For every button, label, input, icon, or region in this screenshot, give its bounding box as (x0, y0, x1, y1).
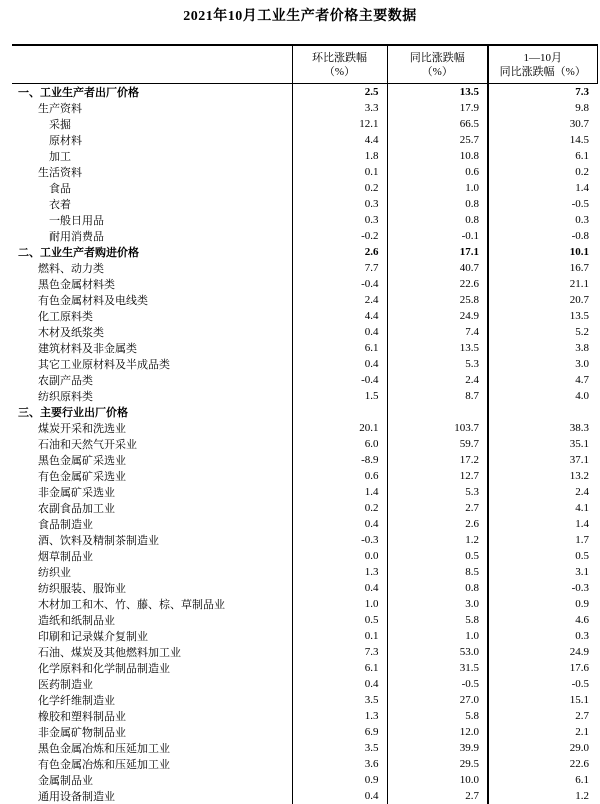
row-value-c3: 2.7 (488, 708, 597, 724)
row-value-c1: 6.0 (292, 436, 387, 452)
row-value-c2: 17.9 (387, 100, 488, 116)
row-label: 造纸和纸制品业 (12, 612, 292, 628)
row-value-c1: 3.3 (292, 100, 387, 116)
table-row (12, 644, 597, 660)
header-yoy-line2: （%） (422, 66, 453, 78)
row-value-c2: 29.5 (387, 756, 488, 772)
row-value-c3: 7.3 (488, 84, 597, 101)
row-value-c2: 12.7 (387, 468, 488, 484)
table-row (12, 276, 597, 292)
row-value-c3: 0.3 (488, 212, 597, 228)
row-value-c3: 9.8 (488, 100, 597, 116)
table-row (12, 292, 597, 308)
row-value-c3: -0.5 (488, 676, 597, 692)
row-value-c3: 22.6 (488, 756, 597, 772)
row-value-c3: 13.2 (488, 468, 597, 484)
table-row (12, 372, 597, 388)
row-value-c3: 4.1 (488, 500, 597, 516)
table-row (12, 356, 597, 372)
row-label: 橡胶和塑料制品业 (12, 708, 292, 724)
row-label: 一、工业生产者出厂价格 (12, 84, 292, 101)
row-value-c2: 5.3 (387, 356, 488, 372)
row-label: 燃料、动力类 (12, 260, 292, 276)
row-value-c2: 2.7 (387, 788, 488, 804)
row-value-c3: 0.5 (488, 548, 597, 564)
row-value-c1: 1.5 (292, 388, 387, 404)
row-label: 有色金属材料及电线类 (12, 292, 292, 308)
row-label: 通用设备制造业 (12, 788, 292, 804)
row-value-c2: 0.6 (387, 164, 488, 180)
table-row (12, 84, 597, 101)
row-label: 加工 (12, 148, 292, 164)
row-label: 非金属矿采选业 (12, 484, 292, 500)
row-value-c2: 7.4 (387, 324, 488, 340)
header-row-label-cell (12, 45, 292, 84)
row-label: 生产资料 (12, 100, 292, 116)
table-row (12, 548, 597, 564)
row-label: 石油、煤炭及其他燃料加工业 (12, 644, 292, 660)
row-value-c2 (387, 404, 488, 420)
table-row (12, 100, 597, 116)
row-label: 生活资料 (12, 164, 292, 180)
row-value-c3: 4.7 (488, 372, 597, 388)
header-ytd (488, 45, 597, 84)
row-value-c1: -8.9 (292, 452, 387, 468)
row-value-c1: 2.6 (292, 244, 387, 260)
row-value-c1: -0.4 (292, 372, 387, 388)
header-yoy (387, 45, 488, 84)
row-value-c2: 25.7 (387, 132, 488, 148)
row-label: 黑色金属冶炼和压延加工业 (12, 740, 292, 756)
row-value-c1: 0.1 (292, 164, 387, 180)
header-yoy-line1: 同比涨跌幅 (410, 52, 465, 64)
table-row (12, 660, 597, 676)
table-row (12, 148, 597, 164)
table-row (12, 116, 597, 132)
row-value-c2: 17.1 (387, 244, 488, 260)
row-label: 纺织业 (12, 564, 292, 580)
row-value-c2: 3.0 (387, 596, 488, 612)
header-mom-line2: （%） (324, 66, 355, 78)
row-label: 化学原料和化学制品制造业 (12, 660, 292, 676)
row-value-c1: 0.2 (292, 180, 387, 196)
table-row (12, 756, 597, 772)
row-value-c2: 5.3 (387, 484, 488, 500)
row-value-c1: 6.1 (292, 660, 387, 676)
table-row (12, 516, 597, 532)
page (0, 5, 600, 759)
table-row (12, 452, 597, 468)
row-value-c2: 10.8 (387, 148, 488, 164)
table-row (12, 212, 597, 228)
row-value-c2: 0.8 (387, 580, 488, 596)
row-value-c3: -0.5 (488, 196, 597, 212)
row-label: 其它工业原材料及半成品类 (12, 356, 292, 372)
row-value-c3 (488, 404, 597, 420)
row-label: 非金属矿物制品业 (12, 724, 292, 740)
table-row (12, 244, 597, 260)
table-header (12, 45, 597, 84)
row-value-c1: 1.4 (292, 484, 387, 500)
row-value-c2: 25.8 (387, 292, 488, 308)
row-value-c1: 1.0 (292, 596, 387, 612)
row-value-c1: 4.4 (292, 308, 387, 324)
row-value-c3: 2.4 (488, 484, 597, 500)
row-value-c3: 29.0 (488, 740, 597, 756)
row-value-c2: 5.8 (387, 612, 488, 628)
table-row (12, 484, 597, 500)
table-row (12, 500, 597, 516)
table-row (12, 180, 597, 196)
table-row (12, 788, 597, 804)
header-row (12, 45, 597, 84)
row-value-c1: 3.6 (292, 756, 387, 772)
row-value-c3: 24.9 (488, 644, 597, 660)
row-value-c1: 0.4 (292, 356, 387, 372)
row-value-c3: 17.6 (488, 660, 597, 676)
row-value-c1 (292, 404, 387, 420)
row-label: 印刷和记录媒介复制业 (12, 628, 292, 644)
row-value-c3: 2.1 (488, 724, 597, 740)
row-value-c1: 6.9 (292, 724, 387, 740)
row-value-c3: 1.4 (488, 180, 597, 196)
table-row (12, 436, 597, 452)
table-row (12, 308, 597, 324)
row-value-c2: 40.7 (387, 260, 488, 276)
table-row (12, 468, 597, 484)
row-value-c2: 8.5 (387, 564, 488, 580)
row-label: 煤炭开采和洗选业 (12, 420, 292, 436)
row-value-c1: 0.6 (292, 468, 387, 484)
row-label: 石油和天然气开采业 (12, 436, 292, 452)
row-value-c2: 2.7 (387, 500, 488, 516)
table-row (12, 324, 597, 340)
row-value-c2: -0.5 (387, 676, 488, 692)
row-value-c2: 1.2 (387, 532, 488, 548)
table-row (12, 628, 597, 644)
row-value-c3: 0.3 (488, 628, 597, 644)
row-label: 食品 (12, 180, 292, 196)
row-value-c1: 0.4 (292, 676, 387, 692)
row-value-c2: 27.0 (387, 692, 488, 708)
row-value-c2: 24.9 (387, 308, 488, 324)
row-value-c1: 1.3 (292, 564, 387, 580)
row-value-c1: 4.4 (292, 132, 387, 148)
row-value-c2: 13.5 (387, 84, 488, 101)
row-value-c2: 0.8 (387, 196, 488, 212)
row-value-c1: 3.5 (292, 692, 387, 708)
row-label: 木材及纸浆类 (12, 324, 292, 340)
table-row (12, 132, 597, 148)
row-value-c2: 13.5 (387, 340, 488, 356)
row-value-c1: 1.3 (292, 708, 387, 724)
row-label: 原材料 (12, 132, 292, 148)
row-value-c1: -0.3 (292, 532, 387, 548)
row-value-c1: -0.2 (292, 228, 387, 244)
row-value-c1: 3.5 (292, 740, 387, 756)
row-label: 衣着 (12, 196, 292, 212)
table-row (12, 772, 597, 788)
price-data-table (12, 44, 598, 804)
row-value-c3: 3.0 (488, 356, 597, 372)
row-value-c1: 7.7 (292, 260, 387, 276)
row-label: 木材加工和木、竹、藤、棕、草制品业 (12, 596, 292, 612)
row-value-c1: 20.1 (292, 420, 387, 436)
row-label: 化学纤维制造业 (12, 692, 292, 708)
row-value-c2: 1.0 (387, 180, 488, 196)
row-value-c3: 30.7 (488, 116, 597, 132)
row-label: 采掘 (12, 116, 292, 132)
row-value-c2: 22.6 (387, 276, 488, 292)
row-value-c3: 37.1 (488, 452, 597, 468)
row-label: 食品制造业 (12, 516, 292, 532)
table-row (12, 612, 597, 628)
row-value-c2: 39.9 (387, 740, 488, 756)
row-value-c1: 0.9 (292, 772, 387, 788)
row-value-c2: 12.0 (387, 724, 488, 740)
row-label: 二、工业生产者购进价格 (12, 244, 292, 260)
row-value-c2: -0.1 (387, 228, 488, 244)
row-value-c1: 0.4 (292, 324, 387, 340)
row-value-c3: -0.3 (488, 580, 597, 596)
row-label: 农副产品类 (12, 372, 292, 388)
row-value-c2: 0.8 (387, 212, 488, 228)
row-value-c1: 0.4 (292, 788, 387, 804)
row-value-c2: 5.8 (387, 708, 488, 724)
row-label: 纺织服装、服饰业 (12, 580, 292, 596)
table-row (12, 596, 597, 612)
row-label: 有色金属冶炼和压延加工业 (12, 756, 292, 772)
row-value-c1: 0.2 (292, 500, 387, 516)
row-value-c2: 103.7 (387, 420, 488, 436)
row-value-c2: 0.5 (387, 548, 488, 564)
table-row (12, 260, 597, 276)
row-value-c3: 21.1 (488, 276, 597, 292)
row-value-c3: 10.1 (488, 244, 597, 260)
table-row (12, 708, 597, 724)
row-value-c3: 3.8 (488, 340, 597, 356)
row-value-c1: 6.1 (292, 340, 387, 356)
row-value-c3: 15.1 (488, 692, 597, 708)
row-value-c3: 38.3 (488, 420, 597, 436)
row-label: 黑色金属材料类 (12, 276, 292, 292)
table-row (12, 196, 597, 212)
row-label: 一般日用品 (12, 212, 292, 228)
row-value-c3: 0.9 (488, 596, 597, 612)
header-mom (292, 45, 387, 84)
table-row (12, 740, 597, 756)
table-row (12, 404, 597, 420)
row-label: 黑色金属矿采选业 (12, 452, 292, 468)
row-label: 三、主要行业出厂价格 (12, 404, 292, 420)
row-value-c1: 0.4 (292, 580, 387, 596)
row-value-c3: 1.4 (488, 516, 597, 532)
row-label: 纺织原料类 (12, 388, 292, 404)
table-row (12, 692, 597, 708)
table-row (12, 388, 597, 404)
row-value-c1: 0.4 (292, 516, 387, 532)
row-value-c1: 1.8 (292, 148, 387, 164)
row-value-c1: 2.5 (292, 84, 387, 101)
header-ytd-line2: 同比涨跌幅（%） (500, 66, 586, 78)
row-value-c1: -0.4 (292, 276, 387, 292)
row-value-c1: 0.3 (292, 196, 387, 212)
row-value-c3: 1.7 (488, 532, 597, 548)
row-value-c3: 16.7 (488, 260, 597, 276)
row-value-c1: 0.5 (292, 612, 387, 628)
header-mom-line1: 环比涨跌幅 (312, 52, 367, 64)
row-value-c2: 10.0 (387, 772, 488, 788)
row-label: 化工原料类 (12, 308, 292, 324)
row-value-c3: 0.2 (488, 164, 597, 180)
table-row (12, 340, 597, 356)
row-value-c3: 1.2 (488, 788, 597, 804)
table-row (12, 228, 597, 244)
row-label: 农副食品加工业 (12, 500, 292, 516)
row-value-c3: 20.7 (488, 292, 597, 308)
row-value-c1: 0.3 (292, 212, 387, 228)
row-value-c3: 35.1 (488, 436, 597, 452)
row-label: 酒、饮料及精制茶制造业 (12, 532, 292, 548)
row-value-c3: 13.5 (488, 308, 597, 324)
page-title: 2021年10月工业生产者价格主要数据 (0, 5, 600, 25)
row-value-c3: 3.1 (488, 564, 597, 580)
row-value-c2: 1.0 (387, 628, 488, 644)
row-label: 耐用消费品 (12, 228, 292, 244)
header-ytd-line1: 1—10月 (524, 52, 563, 64)
table-row (12, 724, 597, 740)
row-value-c3: 5.2 (488, 324, 597, 340)
row-value-c2: 2.6 (387, 516, 488, 532)
table-row (12, 164, 597, 180)
table-row (12, 676, 597, 692)
row-value-c2: 2.4 (387, 372, 488, 388)
row-value-c1: 0.1 (292, 628, 387, 644)
row-value-c1: 12.1 (292, 116, 387, 132)
row-value-c2: 17.2 (387, 452, 488, 468)
row-value-c3: 4.0 (488, 388, 597, 404)
row-value-c3: 6.1 (488, 148, 597, 164)
row-value-c1: 2.4 (292, 292, 387, 308)
row-label: 金属制品业 (12, 772, 292, 788)
row-value-c2: 66.5 (387, 116, 488, 132)
row-value-c1: 7.3 (292, 644, 387, 660)
row-value-c2: 8.7 (387, 388, 488, 404)
row-label: 有色金属矿采选业 (12, 468, 292, 484)
table-row (12, 532, 597, 548)
table-row (12, 564, 597, 580)
row-value-c2: 59.7 (387, 436, 488, 452)
row-value-c1: 0.0 (292, 548, 387, 564)
row-label: 建筑材料及非金属类 (12, 340, 292, 356)
row-value-c3: -0.8 (488, 228, 597, 244)
row-label: 医药制造业 (12, 676, 292, 692)
row-value-c3: 4.6 (488, 612, 597, 628)
table-body (12, 84, 597, 804)
row-value-c2: 53.0 (387, 644, 488, 660)
row-value-c3: 6.1 (488, 772, 597, 788)
table-row (12, 580, 597, 596)
row-value-c2: 31.5 (387, 660, 488, 676)
row-label: 烟草制品业 (12, 548, 292, 564)
table-row (12, 420, 597, 436)
row-value-c3: 14.5 (488, 132, 597, 148)
